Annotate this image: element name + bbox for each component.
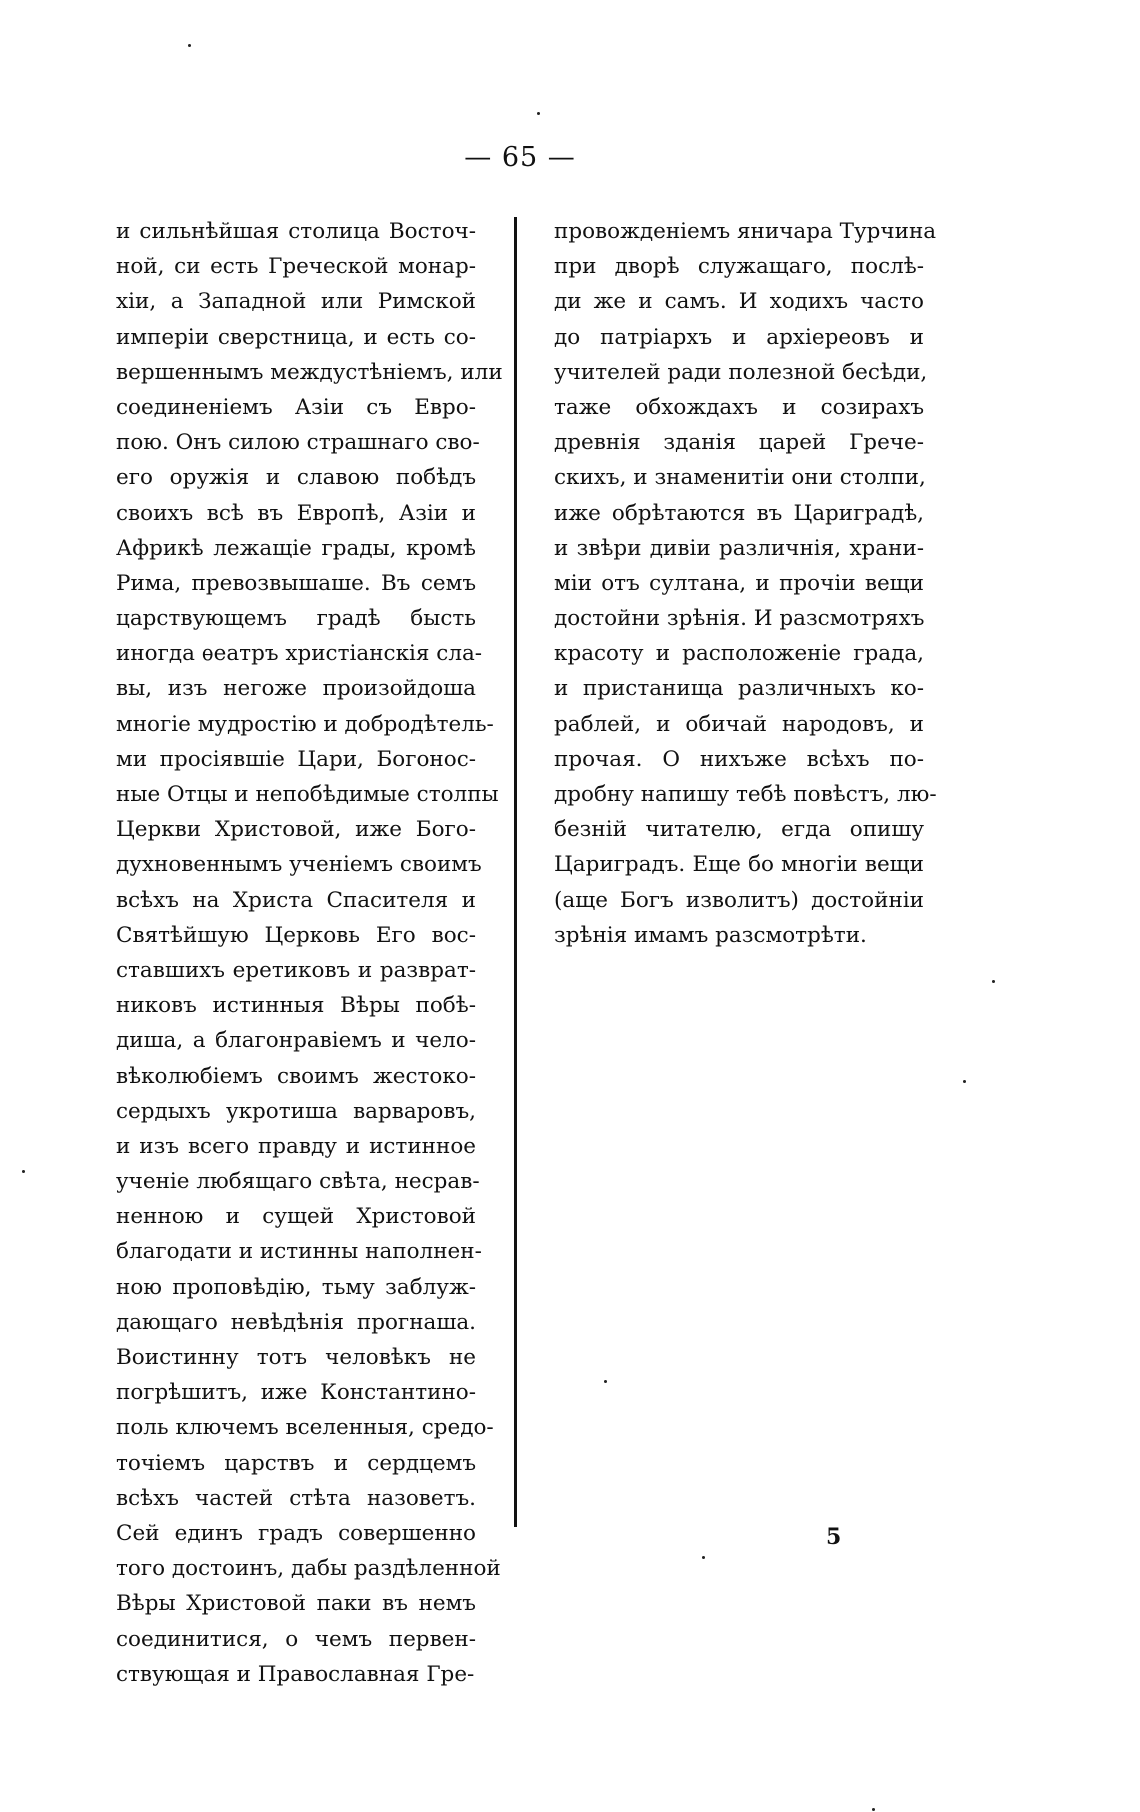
text-line: и изъ всего правду и истинное	[116, 1133, 476, 1159]
text-line: всѣхъ на Христа Спасителя и	[116, 887, 476, 913]
text-line: Святѣйшую Церковь Его вос-	[116, 922, 476, 948]
text-line: безній читателю, егда опишу	[554, 817, 924, 843]
signature-mark: 5	[826, 1524, 842, 1550]
text-line: таже обхождахъ и созирахъ	[554, 394, 924, 420]
page-number-header: — 65 —	[464, 142, 576, 173]
text-line: всѣхъ частей стѣта назоветъ.	[116, 1485, 476, 1511]
scan-speck	[537, 112, 540, 115]
scan-speck	[963, 1080, 966, 1083]
text-line: погрѣшитъ, иже Константино-	[116, 1380, 476, 1406]
text-line: того достоинъ, дабы раздѣленной	[116, 1556, 501, 1582]
text-line: никовъ истинныя Вѣры побѣ-	[116, 993, 476, 1019]
text-line: ученіе любящаго свѣта, несрав-	[116, 1169, 480, 1195]
text-line: Африкѣ лежащіе грады, кромѣ	[116, 535, 476, 561]
text-line: его оружія и славою побѣдъ	[116, 465, 476, 491]
text-line: (аще Богъ изволитъ) достойніи	[554, 887, 924, 913]
text-line: и сильнѣйшая столица Восточ-	[116, 219, 476, 244]
text-line: многіе мудростію и добродѣтель-	[116, 711, 494, 737]
text-line: Рима, превозвышаше. Въ семъ	[116, 570, 476, 596]
text-line: провожденіемъ яничара Турчина	[554, 219, 937, 244]
scan-speck	[604, 1380, 607, 1383]
text-line: ставшихъ еретиковъ и разврат-	[116, 957, 476, 983]
text-line: ной, си есть Греческой монар-	[116, 254, 476, 280]
text-line: ми просіявшіе Цари, Богонос-	[116, 746, 476, 772]
text-line: до патріархъ и архіереовъ и	[554, 324, 924, 350]
text-line: ди же и самъ. И ходихъ часто	[554, 289, 924, 315]
text-line: имперіи сверстница, и есть со-	[116, 324, 476, 350]
text-line: древнія зданія царей Грече-	[554, 430, 924, 456]
text-line: дробну напишу тебѣ повѣстъ, лю-	[554, 782, 937, 807]
text-line: Вѣры Христовой паки въ немъ	[116, 1591, 476, 1617]
left-text-column	[116, 214, 503, 1692]
text-line: Сей единъ градъ совершенно	[116, 1520, 476, 1546]
text-line: Цариградъ. Еще бо многіи вещи	[554, 852, 924, 878]
text-line: благодати и истинны наполнен-	[116, 1239, 482, 1265]
scan-speck	[702, 1556, 705, 1559]
text-line: сердыхъ укротиша варваровъ,	[116, 1098, 476, 1124]
text-line: достойни зрѣнія. И разсмотряхъ	[554, 606, 925, 632]
text-line: и звѣри дивіи различнія, храни-	[554, 535, 924, 561]
text-line: вершеннымъ междустѣніемъ, или	[116, 359, 503, 385]
text-line: Церкви Христовой, иже Бого-	[116, 817, 476, 843]
text-line: пою. Онъ силою страшнаго сво-	[116, 430, 480, 456]
text-line: учителей ради полезной бесѣди,	[554, 359, 928, 385]
text-line: и пристанища различныхъ ко-	[554, 676, 924, 702]
text-line: царствующемъ градѣ бысть	[116, 606, 476, 632]
right-text-column	[554, 214, 937, 953]
text-line: вы, изъ негоже произойдоша	[116, 676, 476, 702]
text-line: хіи, а Западной или Римской	[116, 289, 476, 315]
text-line: міи отъ султана, и прочіи вещи	[554, 570, 924, 596]
text-line: соединитися, о чемъ первен-	[116, 1626, 476, 1652]
text-line: диша, а благонравіемъ и чело-	[116, 1028, 476, 1054]
scan-speck	[992, 980, 995, 983]
text-line: вѣколюбіемъ своимъ жестоко-	[116, 1063, 476, 1089]
scan-speck	[188, 44, 191, 47]
text-line: дающаго невѣдѣнія прогнаша.	[116, 1309, 476, 1335]
text-line: соединеніемъ Азіи съ Евро-	[116, 394, 476, 420]
text-line: красоту и расположеніе града,	[554, 641, 924, 667]
scan-speck	[872, 1808, 875, 1811]
text-line: Воистинну тотъ человѣкъ не	[116, 1345, 476, 1370]
text-line: иногда ѳеатръ христіанскія сла-	[116, 641, 483, 667]
text-line: точіемъ царствъ и сердцемъ	[116, 1450, 476, 1476]
text-line: раблей, и обичай народовъ, и	[554, 711, 924, 737]
text-line: зрѣнія имамъ разсмотрѣти.	[554, 922, 867, 948]
text-line: прочая. О нихъже всѣхъ по-	[554, 746, 924, 772]
text-line: духновеннымъ ученіемъ своимъ	[116, 852, 482, 878]
scan-speck	[22, 1170, 25, 1173]
text-line: ные Отцы и непобѣдимые столпы	[116, 782, 499, 807]
text-line: ною проповѣдію, тьму заблуж-	[116, 1274, 476, 1300]
text-line: ствующая и Православная Гре-	[116, 1661, 475, 1687]
text-line: своихъ всѣ въ Европѣ, Азіи и	[116, 500, 476, 526]
text-line: ненною и сущей Христовой	[116, 1204, 476, 1230]
text-line: при дворѣ служащаго, послѣ-	[554, 254, 924, 280]
text-line: иже обрѣтаются въ Цариградѣ,	[554, 500, 924, 526]
text-line: поль ключемъ вселенныя, средо-	[116, 1415, 494, 1441]
text-line: скихъ, и знаменитіи они столпи,	[554, 465, 926, 491]
column-divider-rule	[514, 217, 517, 1527]
